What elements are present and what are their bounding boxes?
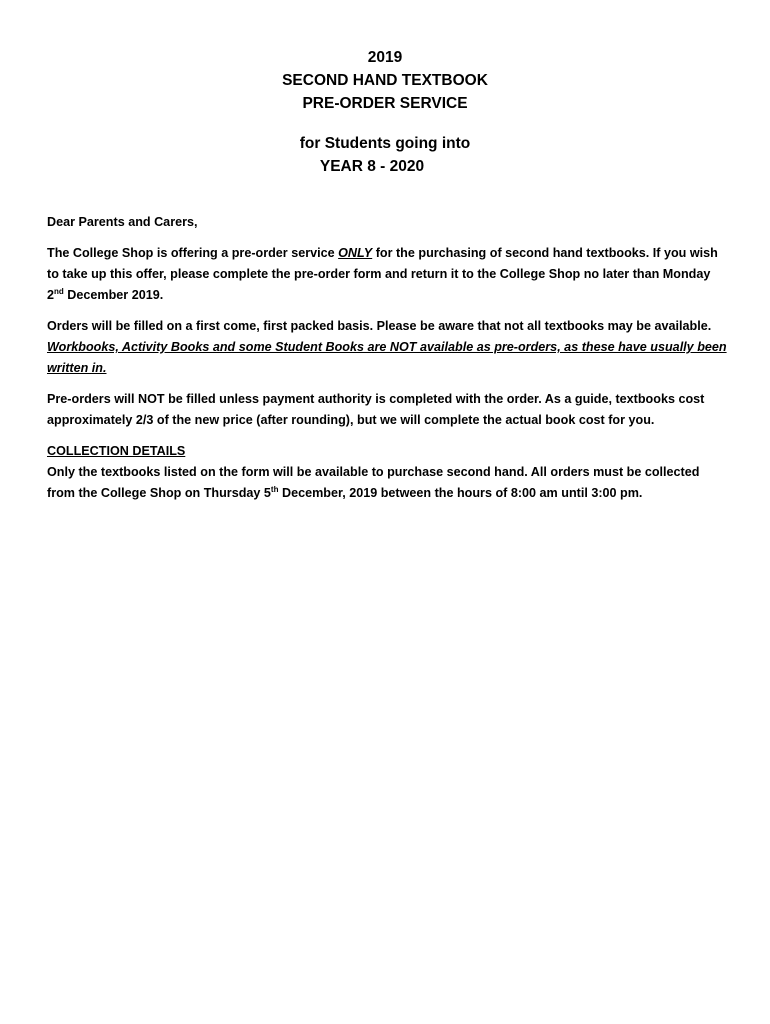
paragraph-preorder-offer xyxy=(47,243,727,305)
paragraph-collection xyxy=(47,462,727,504)
paragraph-preorder-offer-text-a: The College Shop is offering a pre-order service xyxy=(47,246,339,261)
document-subtitle-line-1: for Students going into xyxy=(299,135,471,152)
paragraph-collection-text-a: Only the textbooks listed on the form will be available to purchase second hand. All orders must be collected from the College Shop on Thursday 5 xyxy=(47,464,700,500)
document-subtitle-line-2: YEAR 8 - 2020 xyxy=(319,158,425,175)
paragraph-payment: Pre-orders will NOT be filled unless payment authority is completed with the order. As a guide, textbooks cost approximately 2/3 of the new price (after rounding), but we will complete the actual book cost for you. xyxy=(47,392,705,427)
paragraph-order-fill xyxy=(47,316,727,378)
document-year: 2019 xyxy=(367,49,403,66)
ordinal-suffix: nd xyxy=(54,286,64,296)
workbooks-notice: Workbooks, Activity Books and some Student Books are NOT available as pre-orders, as these have usually been written in. xyxy=(47,339,727,375)
paragraph-preorder-offer-text-b: for the purchasing of second hand textbooks. If you wish to take up this offer, please complete the pre-order form and return it to the College Shop no later than Monday 2 xyxy=(47,246,718,302)
ordinal-suffix: th xyxy=(270,484,279,494)
salutation: Dear Parents and Carers, xyxy=(47,215,198,229)
paragraph-collection-text-b: December, 2019 between the hours of 8:00 am until 3:00 pm. xyxy=(278,485,643,500)
document-title-line-1: SECOND HAND TEXTBOOK xyxy=(282,72,488,89)
collection-heading xyxy=(47,441,727,462)
document-title-line-2: PRE-ORDER SERVICE xyxy=(302,95,468,112)
collection-heading-text: COLLECTION DETAILS xyxy=(47,444,186,459)
paragraph-preorder-offer-text-c: December 2019. xyxy=(63,287,164,302)
title-block xyxy=(0,46,770,115)
letter-body xyxy=(47,212,727,514)
subtitle-block xyxy=(0,132,770,178)
only-emphasis: ONLY xyxy=(338,246,373,261)
paragraph-order-fill-text: Orders will be filled on a first come, first packed basis. Please be aware that not all textbooks may be available. xyxy=(47,319,712,334)
